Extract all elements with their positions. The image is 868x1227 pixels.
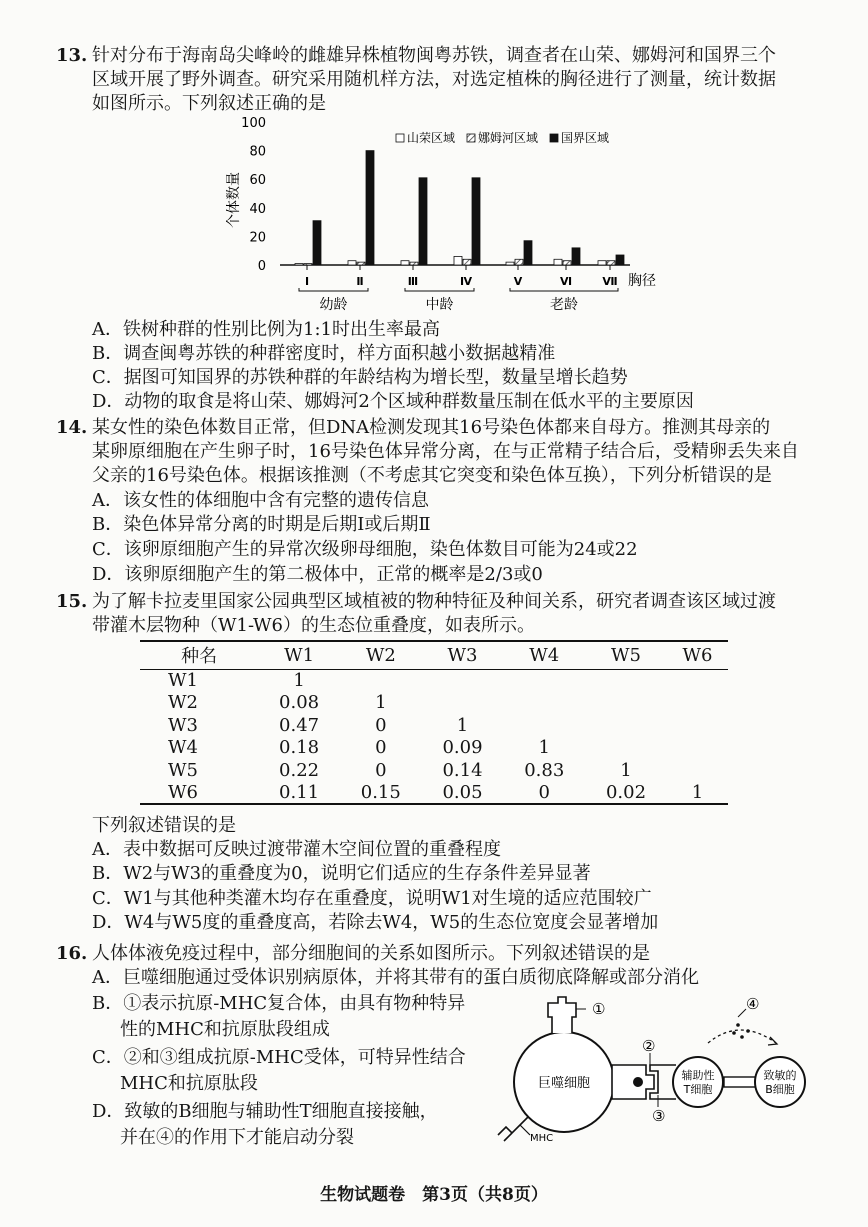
x-tick-label: Ⅰ: [304, 275, 310, 288]
q13-number: 13.: [56, 45, 88, 66]
q16-option-b-line-1: B．①表示抗原-MHC复合体，由具有物种特异: [92, 993, 466, 1014]
table-cell: W1: [168, 670, 198, 691]
q14-number: 14.: [56, 417, 88, 438]
bar-国界区域-7: [616, 255, 624, 265]
table-cell: 0: [375, 759, 387, 781]
bar-国界区域-5: [524, 241, 532, 265]
table-cell: 0.83: [524, 759, 565, 781]
table-cell: [422, 692, 504, 715]
table-cell: 1: [691, 781, 704, 803]
antigen-peptide: [633, 1077, 643, 1087]
x-tick-label: Ⅵ: [559, 275, 573, 288]
table-row: [140, 692, 728, 715]
bar-国界区域-4: [472, 178, 480, 265]
bar-娜姆河区域-4: [463, 259, 471, 265]
x-tick-label: Ⅲ: [407, 275, 419, 288]
table-cell: [503, 692, 585, 715]
x-tick-label: Ⅶ: [602, 275, 618, 288]
table-cell: 0: [538, 781, 550, 803]
q16-option-d-line-2: 并在④的作用下才能启动分裂: [120, 1127, 354, 1148]
q13-option-a: A．铁树种群的性别比例为1:1时出生率最高: [92, 319, 440, 340]
mhc-label: MHC: [530, 1133, 554, 1144]
x-tick-label: Ⅳ: [459, 275, 473, 288]
q15-stem-line-2: 带灌木层物种（W1-W6）的生态位重叠度，如表所示。: [92, 615, 536, 636]
table-cell: [422, 669, 504, 692]
bar-娜姆河区域-7: [607, 261, 615, 265]
table-cell: 0.08: [279, 692, 320, 714]
y-tick-label: 60: [249, 173, 266, 189]
niche-overlap-table: [140, 640, 728, 805]
bar-山荣区域-2: [348, 261, 356, 265]
table-cell: [585, 669, 667, 692]
bar-娜姆河区域-5: [515, 259, 523, 265]
q16-stem: 人体体液免疫过程中，部分细胞间的关系如图所示。下列叙述错误的是: [92, 943, 650, 964]
table-header-cell: W5: [611, 644, 641, 666]
bar-国界区域-2: [366, 151, 374, 265]
table-cell: [585, 737, 667, 760]
table-cell: W3: [168, 714, 198, 736]
cytokine-arrowhead: [768, 1037, 777, 1045]
table-cell: 1: [375, 692, 387, 714]
helper-t-label-line-2: T细胞: [683, 1083, 713, 1096]
q14-option-d: D．该卵原细胞产生的第二极体中，正常的概率是2/3或0: [92, 564, 543, 585]
group-bracket: [299, 288, 368, 291]
q16-option-d-line-1: D．致敏的B细胞与辅助性T细胞直接接触，: [92, 1101, 438, 1122]
bar-国界区域-1: [313, 221, 321, 265]
y-tick-label: 80: [249, 144, 266, 160]
q13-option-d: D．动物的取食是将山荣、娜姆河2个区域种群数量压制在低水平的主要原因: [92, 391, 694, 412]
q13-option-b: B．调查闽粤苏铁的种群密度时，样方面积越小数据越精准: [92, 343, 556, 364]
x-tick-label: Ⅴ: [513, 275, 523, 288]
table-cell: W6: [168, 781, 198, 803]
q16-option-c-line-2: MHC和抗原肽段: [120, 1073, 258, 1094]
table-cell: 0.11: [279, 781, 320, 803]
table-row: [140, 714, 728, 737]
bar-国界区域-6: [572, 248, 580, 265]
table-cell: 0.09: [442, 737, 483, 759]
q14-stem-line-3: 父亲的16号染色体。根据该推测（不考虑其它突变和染色体互换），下列分析错误的是: [92, 465, 772, 486]
q15-stem-line-1: 为了解卡拉麦里国家公园典型区域植被的物种特征及种间关系，研究者调查该区域过渡: [92, 591, 776, 612]
bar-娜姆河区域-6: [563, 261, 571, 265]
table-header-cell: W3: [447, 644, 478, 666]
table-cell: 1: [293, 670, 305, 691]
table-cell: [340, 669, 422, 692]
table-cell: [667, 669, 728, 692]
mark-4: ④: [746, 995, 760, 1013]
group-bracket: [405, 288, 474, 291]
table-cell: [585, 714, 667, 737]
legend-swatch: [550, 134, 558, 142]
table-row: [140, 759, 728, 782]
q14-option-a: A．该女性的体细胞中含有完整的遗传信息: [92, 490, 429, 511]
q13-stem-line-2: 区域开展了野外调查。研究采用随机样方法，对选定植株的胸径进行了测量，统计数据: [92, 69, 776, 90]
helper-t-label-line-1: 辅助性: [681, 1069, 715, 1082]
table-cell: W2: [168, 692, 198, 714]
table-header-cell: W6: [682, 644, 713, 666]
helper-t-cell: [673, 1057, 723, 1107]
table-row: [140, 669, 728, 692]
table-cell: 0: [375, 714, 387, 736]
mark-1: ①: [592, 1000, 606, 1018]
table-cell: [503, 714, 585, 737]
q13-bar-chart: [226, 112, 866, 322]
group-label: 老龄: [550, 297, 578, 313]
bar-山荣区域-5: [506, 262, 514, 265]
table-cell: 0: [375, 737, 387, 759]
y-tick-label: 20: [249, 230, 266, 246]
table-cell: 1: [456, 714, 469, 736]
bar-山荣区域-4: [454, 256, 462, 265]
bar-山荣区域-6: [554, 259, 562, 265]
bar-山荣区域-3: [401, 261, 409, 265]
q14-option-c: C．该卵原细胞产生的异常次级卵母细胞，染色体数目可能为24或22: [92, 539, 638, 560]
q16-option-c-line-1: C．②和③组成抗原-MHC受体，可特异性结合: [92, 1047, 466, 1068]
table-row: [140, 737, 728, 760]
q13-option-c: C．据图可知国界的苏铁种群的年龄结构为增长型，数量呈增长趋势: [92, 367, 628, 388]
table-cell: 0.14: [442, 759, 483, 781]
table-cell: W4: [168, 737, 198, 759]
q16-number: 16.: [56, 943, 88, 964]
q13-stem-line-1: 针对分布于海南岛尖峰岭的雌雄异株植物闽粤苏铁，调查者在山荣、娜姆河和国界三个: [92, 45, 776, 66]
chart-axes: [280, 265, 630, 291]
page-footer: 生物试题卷 第3页（共8页）: [320, 1185, 548, 1205]
table-cell: 0.22: [279, 759, 320, 781]
b-cell-label-line-1: 致敏的: [763, 1069, 797, 1082]
table-cell: 0.02: [605, 781, 647, 803]
x-tick-label: Ⅱ: [356, 275, 364, 288]
table-cell: [667, 692, 728, 715]
q14-stem-line-2: 某卵原细胞在产生卵子时，16号染色体异常分离，在与正常精子结合后，受精卵丢失来自: [92, 441, 799, 462]
table-cell: [503, 669, 585, 692]
chart-bars: [295, 151, 624, 265]
table-cell: [667, 759, 728, 782]
table-cell: [667, 714, 728, 737]
table-header-cell: W4: [529, 644, 560, 666]
b-cell: [755, 1057, 805, 1107]
q14-option-b: B．染色体异常分离的时期是后期Ⅰ或后期Ⅱ: [92, 514, 431, 535]
bar-娜姆河区域-3: [410, 262, 418, 265]
bar-国界区域-3: [419, 178, 427, 265]
chart-labels: [241, 116, 656, 313]
bar-娜姆河区域-2: [357, 262, 365, 265]
group-bracket: [510, 288, 618, 291]
group-label: 幼龄: [319, 297, 348, 313]
table-cell: 0.47: [279, 714, 320, 736]
receptor-1-shape: [548, 997, 576, 1033]
q15-option-d: D．W4与W5度的重叠度高，若除去W4，W5的生态位宽度会显著增加: [92, 912, 659, 933]
q15-number: 15.: [56, 591, 88, 612]
q16-immune-diagram: [490, 995, 834, 1145]
q16-option-b-line-2: 性的MHC和抗原肽段组成: [120, 1019, 330, 1040]
y-tick-label: 100: [241, 116, 266, 131]
macrophage-label: 巨噬细胞: [537, 1076, 591, 1091]
mark-2: ②: [642, 1037, 656, 1055]
q15-option-a: A．表中数据可反映过渡带灌木空间位置的重叠程度: [92, 839, 501, 860]
table-cell: 0.05: [442, 781, 483, 803]
legend-label: 山荣区域: [407, 131, 456, 145]
q15-after-text: 下列叙述错误的是: [92, 815, 236, 836]
legend-swatch: [396, 134, 404, 142]
table-header-cell: W1: [284, 644, 315, 666]
table-cell: 1: [538, 737, 550, 759]
y-axis-label: 个体数量: [226, 172, 242, 228]
legend-swatch: [467, 134, 475, 142]
table-header-cell: W2: [365, 644, 396, 666]
bar-山荣区域-1: [295, 264, 303, 265]
table-cell: [585, 692, 667, 715]
table-cell: 0.18: [279, 737, 320, 759]
b-cell-label-line-2: B细胞: [765, 1083, 795, 1096]
y-tick-label: 0: [257, 259, 266, 274]
bar-山荣区域-7: [598, 261, 606, 265]
bar-娜姆河区域-1: [304, 264, 312, 265]
group-label: 中龄: [425, 297, 454, 313]
table-cell: [667, 737, 728, 760]
q13-stem-line-3: 如图所示。下列叙述正确的是: [92, 93, 326, 114]
x-axis-label: 胸径: [628, 273, 656, 289]
mark-3: ③: [652, 1107, 666, 1125]
q15-option-b: B．W2与W3的重叠度为0，说明它们适应的生存条件差异显著: [92, 863, 591, 884]
table-row: [140, 782, 728, 805]
table-header-row: [140, 641, 728, 669]
table-cell: 1: [620, 759, 632, 781]
legend-label: 国界区域: [561, 131, 610, 145]
q16-option-a: A．巨噬细胞通过受体识别病原体，并将其带有的蛋白质彻底降解或部分消化: [92, 967, 699, 988]
table-cell: 0.15: [360, 781, 401, 803]
table-header-cell: 种名: [181, 646, 218, 668]
y-tick-label: 40: [249, 201, 266, 217]
q14-stem-line-1: 某女性的染色体数目正常，但DNA检测发现其16号染色体都来自母方。推测其母亲的: [92, 417, 771, 438]
table-cell: W5: [168, 759, 198, 781]
q15-option-c: C．W1与其他种类灌木均存在重叠度，说明W1对生境的适应范围较广: [92, 888, 652, 909]
legend-label: 娜姆河区域: [478, 131, 539, 145]
